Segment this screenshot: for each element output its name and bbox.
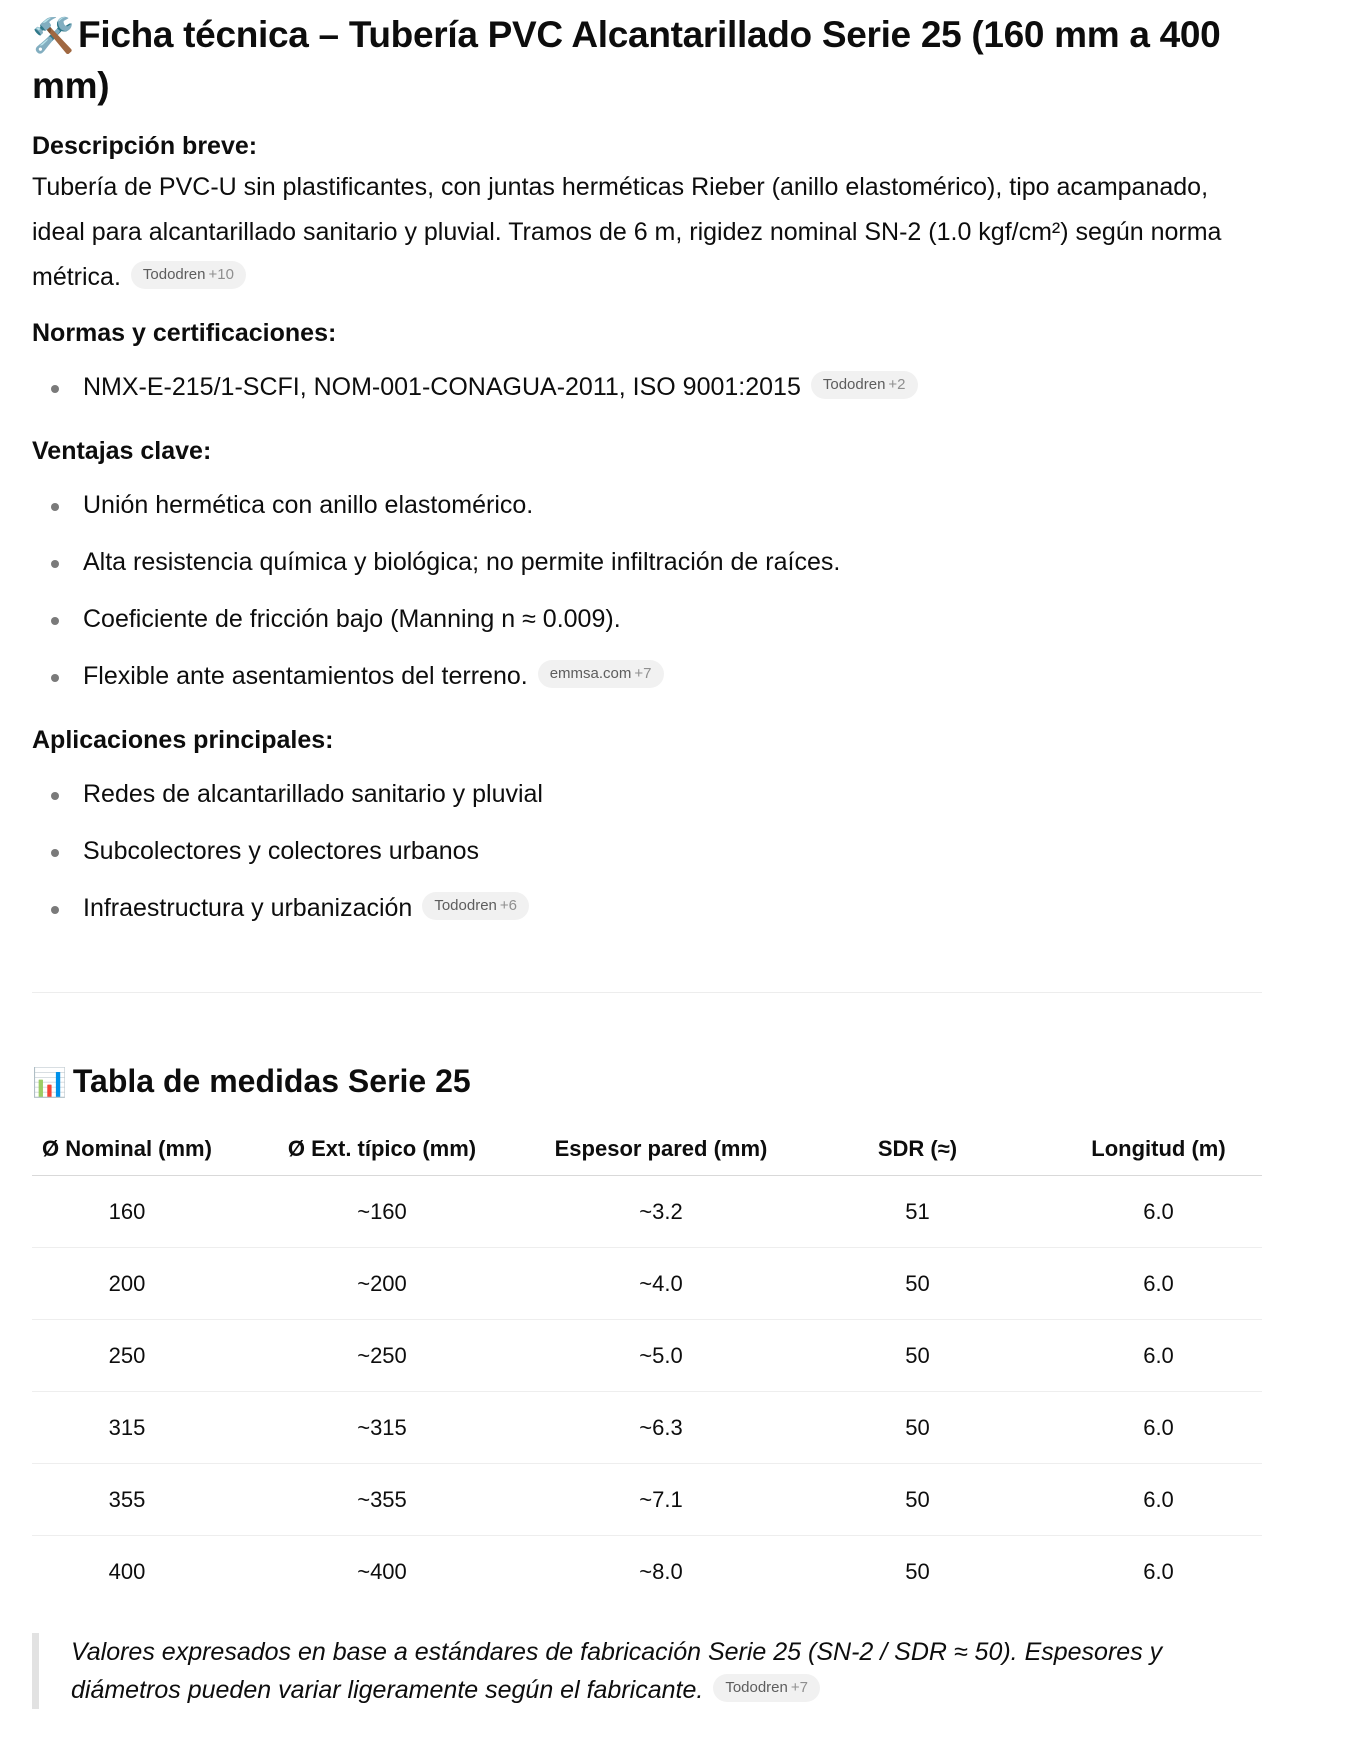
table-cell: 6.0 [1055,1464,1262,1536]
source-chip-count: +2 [888,376,906,394]
page-title-text: Ficha técnica – Tubería PVC Alcantarillado Serie 25 (160 mm a 400 mm) [32,14,1221,106]
table-cell: ~3.2 [542,1176,780,1248]
table-cell: 50 [905,1558,930,1584]
table-cell: 51 [780,1176,1055,1248]
list-item-text: Alta resistencia química y biológica; no permite infiltración de raíces. [83,548,841,576]
table-cell: 6.0 [1055,1176,1262,1248]
table-heading-text: Tabla de medidas Serie 25 [72,1063,471,1099]
advantages-heading: Ventajas clave: [32,437,212,465]
list-item [32,880,1262,937]
source-chip[interactable] [131,261,246,289]
norms-heading: Normas y certificaciones: [32,319,337,347]
table-cell: ~8.0 [639,1558,683,1584]
column-header: SDR (≈) [780,1123,1055,1176]
source-chip-count: +10 [208,266,234,284]
list-item-text: Coeficiente de fricción bajo (Manning n ≈ 0.009). [83,605,621,633]
table-cell: ~355 [222,1464,542,1536]
source-chip-name: Tododren [725,1679,788,1697]
source-chip-count: +7 [790,1679,808,1697]
table-cell: ~6.3 [542,1392,780,1464]
list-item-text: Infraestructura y urbanización [83,894,413,922]
table-cell: 355 [32,1464,222,1536]
list-item-text: Subcolectores y colectores urbanos [83,837,480,865]
page-title [32,10,1262,111]
table-cell: ~200 [222,1248,542,1320]
source-chip-count: +6 [499,897,518,915]
table-row [32,1536,1262,1608]
bar-chart-icon: 📊 [32,1067,67,1098]
applications-list [32,766,1262,937]
table-cell: ~400 [357,1558,407,1584]
table-heading [32,1061,1262,1103]
source-chip[interactable] [422,892,529,920]
measurements-table [32,1123,1262,1607]
tools-icon: 🛠️ [32,17,75,55]
list-item [32,359,1262,416]
table-cell: 50 [780,1392,1055,1464]
table-cell: ~160 [222,1176,542,1248]
list-item [32,766,1262,823]
table-cell: 50 [780,1464,1055,1536]
table-row [32,1248,1262,1320]
table-cell: 200 [32,1248,222,1320]
table-cell: ~315 [222,1392,542,1464]
table-cell: 6.0 [1055,1248,1262,1320]
table-cell: ~4.0 [542,1248,780,1320]
source-chip[interactable] [713,1674,820,1702]
note-text: Valores expresados en base a estándares de fabricación Serie 25 (SN-2 / SDR ≈ 50). Espesores y diámetros pueden variar ligeramente según el fabricante. [71,1638,1163,1704]
table-cell: 50 [780,1248,1055,1320]
source-chip[interactable] [538,660,664,688]
table-cell: 400 [108,1558,146,1584]
source-chip-count: +7 [634,665,652,683]
source-chip-name: Tododren [142,266,206,284]
column-header: Longitud (m) [1055,1123,1262,1176]
table-row [32,1320,1262,1392]
table-cell: ~250 [222,1320,542,1392]
column-header: Espesor pared (mm) [542,1123,780,1176]
list-item-text: Redes de alcantarillado sanitario y pluvial [83,780,543,808]
description-heading: Descripción breve: [32,132,258,160]
source-chip[interactable] [811,371,918,399]
table-row [32,1464,1262,1536]
list-item [32,823,1262,880]
advantages-list [32,477,1262,705]
source-chip-name: emmsa.com [549,665,632,683]
section-divider [32,992,1262,993]
document-content [32,0,1262,1709]
table-cell: 6.0 [1055,1392,1262,1464]
column-header: Ø Nominal (mm) [32,1123,222,1176]
list-item-text: Unión hermética con anillo elastomérico. [83,491,534,519]
table-cell: 315 [32,1392,222,1464]
table-cell: 6.0 [1055,1320,1262,1392]
table-cell: 6.0 [1143,1558,1174,1584]
list-item [32,648,1262,705]
list-item [32,534,1262,591]
list-item [32,591,1262,648]
list-item [32,477,1262,534]
description-body: Tubería de PVC-U sin plastificantes, con juntas herméticas Rieber (anillo elastomérico), tipo acampanado, ideal para alcantarillado sanitario y pluvial. Tramos de 6 m, rigidez nominal SN-2 (1.0 kgf/cm²) según norma métrica. [32,173,1222,291]
table-row [32,1176,1262,1248]
column-header: Ø Ext. típico (mm) [222,1123,542,1176]
table-cell: 50 [780,1320,1055,1392]
table-row [32,1392,1262,1464]
list-item-text: NMX-E-215/1-SCFI, NOM-001-CONAGUA-2011, ISO 9001:2015 [83,373,801,401]
applications-heading: Aplicaciones principales: [32,726,334,754]
table-cell: 160 [32,1176,222,1248]
table-cell: 250 [32,1320,222,1392]
norms-list [32,359,1262,416]
description-text [32,165,1262,300]
list-item-text: Flexible ante asentamientos del terreno. [83,662,528,690]
source-chip-name: Tododren [822,376,886,394]
note-blockquote [32,1633,1211,1709]
table-header-row [32,1123,1262,1176]
source-chip-name: Tododren [434,897,497,915]
table-cell: ~5.0 [542,1320,780,1392]
table-cell: ~7.1 [542,1464,780,1536]
